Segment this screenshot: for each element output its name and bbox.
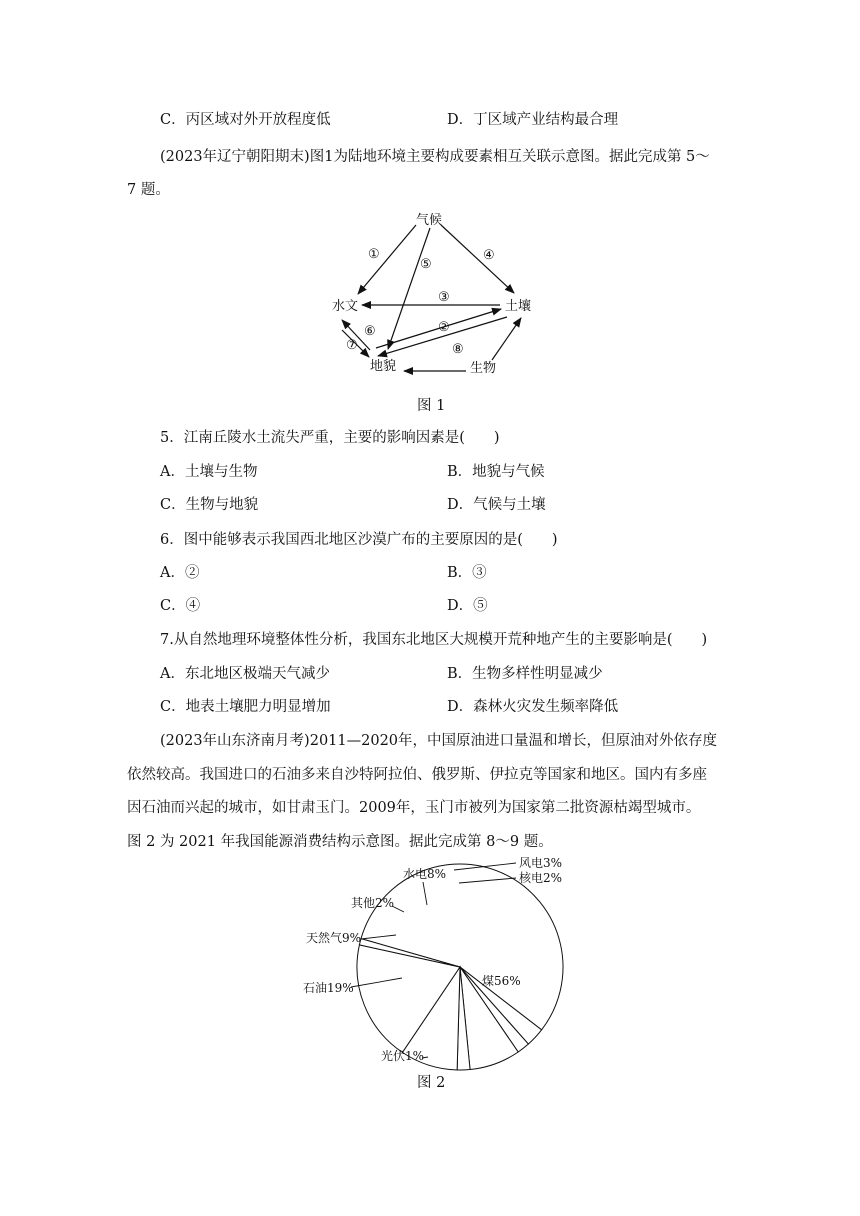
pie-label-1: 风电3% <box>519 856 563 870</box>
q5-option-c: C．生物与地貌 <box>160 497 259 513</box>
intro1-line1: (2023年辽宁朝阳期末)图1为陆地环境主要构成要素相互关联示意图。据此完成第 5～ <box>160 149 710 165</box>
arrow-label-8: ⑧ <box>452 342 464 357</box>
q6-option-a: A．② <box>160 565 200 581</box>
node-soil: 土壤 <box>505 299 532 314</box>
q6-option-d: D．⑤ <box>447 598 488 614</box>
intro2-line3: 因石油而兴起的城市，如甘肃玉门。2009年，玉门市被列为国家第二批资源枯竭型城市。 <box>127 800 701 816</box>
q7-option-d: D．森林火灾发生频率降低 <box>447 699 619 715</box>
q6-stem: 6．图中能够表示我国西北地区沙漠广布的主要原因的是( ) <box>160 532 558 548</box>
pie-label-7: 光伏1% <box>381 1049 425 1063</box>
arrow-label-2: ② <box>438 320 450 335</box>
q7-option-c: C．地表土壤肥力明显增加 <box>160 699 331 715</box>
pie-label-5: 天然气9% <box>306 931 362 945</box>
q6-option-b: B．③ <box>447 565 487 581</box>
q5-option-d: D．气候与土壤 <box>447 497 546 513</box>
option-c-prev: C．丙区域对外开放程度低 <box>160 112 331 128</box>
arrow-label-6: ⑥ <box>364 324 376 339</box>
intro2-line2: 依然较高。我国进口的石油多来自沙特阿拉伯、俄罗斯、伊拉克等国家和地区。国内有多座 <box>127 767 707 783</box>
pie-label-4: 其他2% <box>351 896 395 910</box>
node-hydrology: 水文 <box>332 299 359 314</box>
intro1-line2: 7 题。 <box>127 182 170 198</box>
q5-option-b: B．地貌与气候 <box>447 464 545 480</box>
intro2-line4: 图 2 为 2021 年我国能源消费结构示意图。据此完成第 8～9 题。 <box>127 834 553 850</box>
figure2-caption: 图 2 <box>417 1075 446 1091</box>
pie-label-3: 水电8% <box>403 867 447 881</box>
option-d-prev: D．丁区域产业结构最合理 <box>447 112 619 128</box>
node-biology: 生物 <box>470 361 497 376</box>
node-landform: 地貌 <box>370 359 397 374</box>
arrow-label-3: ③ <box>438 290 450 305</box>
pie-label-6: 石油19% <box>303 981 354 995</box>
pie-label-2: 核电2% <box>519 871 563 885</box>
pie-label-0: 煤56% <box>482 974 521 988</box>
q7-stem: 7.从自然地理环境整体性分析，我国东北地区大规模开荒种地产生的主要影响是( ) <box>160 632 708 648</box>
q6-option-c: C．④ <box>160 598 201 614</box>
q5-stem: 5．江南丘陵水土流失严重，主要的影响因素是( ) <box>160 430 500 446</box>
arrow-label-7: ⑦ <box>346 338 358 353</box>
arrow-label-4: ④ <box>483 248 495 263</box>
arrow-label-5: ⑤ <box>420 257 432 272</box>
q7-option-b: B．生物多样性明显减少 <box>447 666 603 682</box>
node-climate: 气候 <box>416 213 443 228</box>
arrow-label-1: ① <box>368 247 380 262</box>
intro2-line1: (2023年山东济南月考)2011—2020年，中国原油进口量温和增长，但原油对外依存度 <box>160 733 718 749</box>
figure1-caption: 图 1 <box>417 398 446 414</box>
q5-option-a: A．土壤与生物 <box>160 464 258 480</box>
q7-option-a: A．东北地区极端天气减少 <box>160 666 330 682</box>
